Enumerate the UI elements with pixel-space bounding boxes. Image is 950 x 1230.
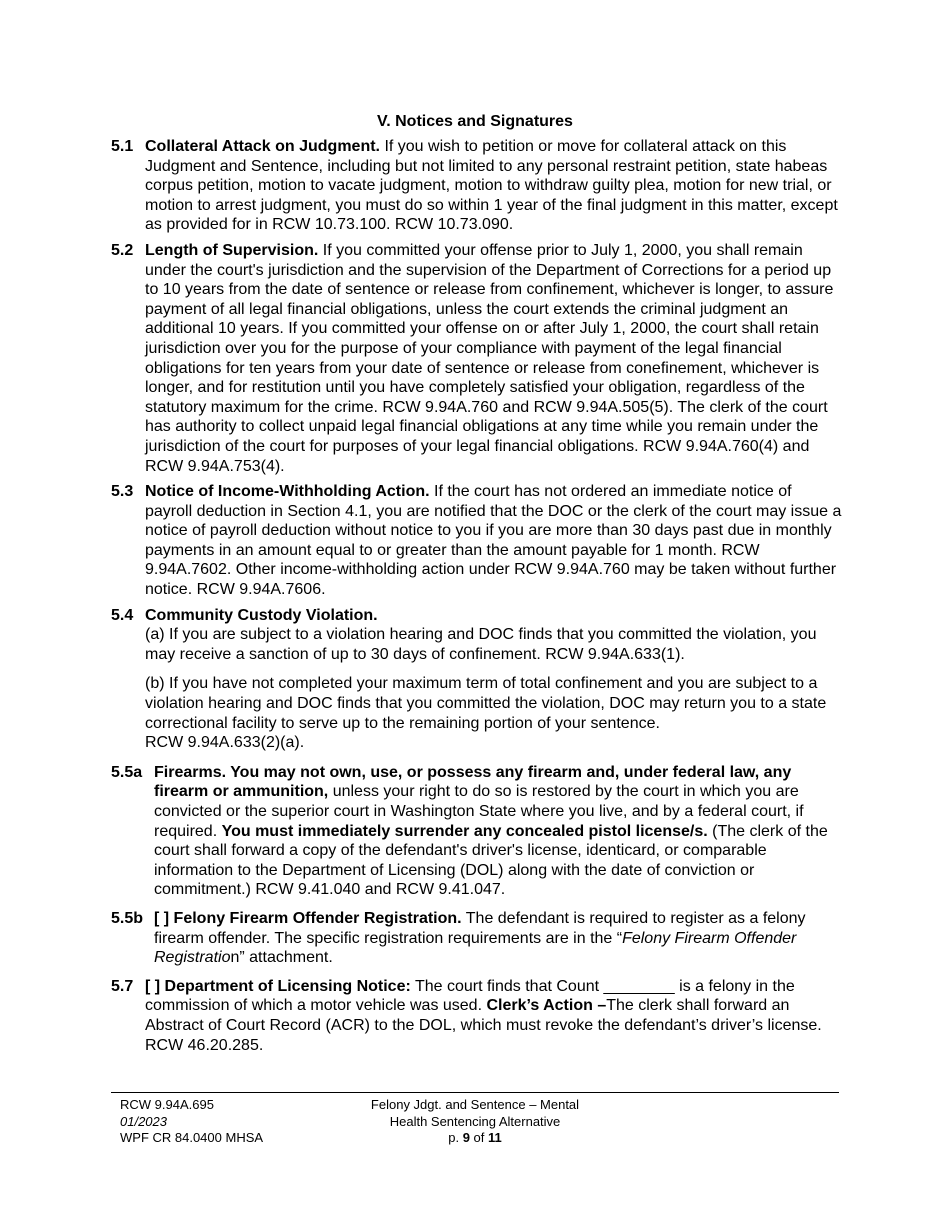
section-heading: Firearms. You may not own, use, or possess any firearm and, under federal law, any firearm or ammunition, xyxy=(154,763,792,801)
footer-left xyxy=(120,1097,263,1147)
page-prefix: p. xyxy=(448,1130,463,1145)
section-number: 5.4 xyxy=(111,606,134,624)
section-paragraph xyxy=(145,977,843,1055)
section-text: (The clerk of the court shall forward a copy of the defendant's driver's license, identicard, or comparable information to the Department of Licensing (DOL) along with the date of conviction or commitment.) RCW 9.41.040 and RCW 9.41.047. xyxy=(154,822,828,899)
section-text: The court finds that Count ________ is a felony in the commission of which a motor vehicle was used. xyxy=(145,977,795,1015)
section-5-1 xyxy=(111,137,843,235)
subsection-b-citation: RCW 9.94A.633(2)(a). xyxy=(145,734,305,752)
section-text: unless your right to do so is restored by the court in which you are convicted or the superior court in Washington State where you live, and by a federal court, if required. xyxy=(154,783,804,840)
section-number: 5.5b xyxy=(111,909,144,927)
section-heading: Notice of Income-Withholding Action. xyxy=(145,483,430,501)
section-bold-text: You must immediately surrender any concealed pistol license/s. xyxy=(221,822,708,840)
page-current: 9 xyxy=(462,1130,470,1145)
subsection-b xyxy=(145,674,843,752)
section-number: 5.1 xyxy=(111,138,134,155)
footer-divider xyxy=(111,1092,839,1093)
subsection-a: (a) If you are subject to a violation hearing and DOC finds that you committed the violation, you may receive a sanction of up to 30 days of confinement. RCW 9.94A.633(1). xyxy=(145,626,817,663)
section-italic-text: Felony Firearm Offender Registratio xyxy=(154,929,797,967)
footer-page-number xyxy=(325,1130,625,1147)
footer-doc-title-line2: Health Sentencing Alternative xyxy=(389,1113,561,1129)
section-5-4 xyxy=(111,606,843,753)
section-title: V. Notices and Signatures xyxy=(377,113,573,130)
section-text: If you wish to petition or move for collateral attack on this Judgment and Sentence, including but not limited to any personal restraint petition, state habeas corpus petition, motion to vacate judgment, motion to withdraw guilty plea, motion for new trial, or motion to arrest judgment, you must do so within 1 year of the final judgment in this matter, except as provided for in RCW 10.73.100. RCW 10.73.090. xyxy=(145,138,838,234)
section-heading: Collateral Attack on Judgment. xyxy=(145,138,380,155)
section-paragraph xyxy=(145,137,843,235)
section-heading: Length of Supervision. xyxy=(145,241,319,259)
section-text: The clerk shall forward an Abstract of Court Record (ACR) to the DOL, which must revoke the defendant’s driver’s license. RCW 46.20.285. xyxy=(145,997,822,1054)
section-number: 5.2 xyxy=(111,241,134,259)
section-heading: [ ] Department of Licensing Notice: xyxy=(145,977,411,995)
section-number: 5.3 xyxy=(111,483,134,501)
section-heading: Community Custody Violation. xyxy=(145,606,378,624)
section-text: If the court has not ordered an immediate notice of payroll deduction in Section 4.1, you are notified that the DOC or the clerk of the court may issue a notice of payroll deduction without notice to you if you are more than 30 days past due in monthly payments in an amount equal to or greater than the amount payable for 1 month. RCW 9.94A.7602. Other income-withholding action under RCW 9.94A.760 may be taken without further notice. RCW 9.94A.7606. xyxy=(145,483,842,599)
section-bold-text: Clerk’s Action – xyxy=(486,997,607,1015)
section-number: 5.7 xyxy=(111,977,134,995)
section-5-7 xyxy=(111,977,843,1055)
section-5-5a xyxy=(111,763,843,900)
section-5-3 xyxy=(111,482,843,600)
document-body xyxy=(111,137,843,1061)
section-text: The defendant is required to register as a felony firearm offender. The specific registration requirements are in the “ xyxy=(154,909,806,947)
section-number: 5.5a xyxy=(111,763,143,781)
footer-statute: RCW 9.94A.695 xyxy=(120,1097,214,1112)
subsection-b-text: (b) If you have not completed your maximum term of total confinement and you are subject to a violation hearing and DOC finds that you committed the violation, DOC may return you to a state correctional facility to serve up to the remaining portion of your sentence. xyxy=(145,675,827,732)
footer-doc-title-line1: Felony Jdgt. and Sentence – Mental xyxy=(370,1097,580,1112)
page-of: of xyxy=(469,1130,489,1145)
page-total: 11 xyxy=(488,1130,502,1145)
section-5-2 xyxy=(111,241,843,476)
section-text: n” attachment. xyxy=(230,949,333,967)
section-text: If you committed your offense prior to July 1, 2000, you shall remain under the court's jurisdiction and the supervision of the Department of Corrections for a period up to 10 years from the date of sentence or release from confinement, whichever is longer, to assure payment of all legal financial obligations, unless the court extends the criminal judgment an additional 10 years. If you committed your offense on or after July 1, 2000, the court shall retain jurisdiction over you for the purpose of your compliance with payment of the legal financial obligations for ten years from your date of sentence or release from conefinement, whichever is longer, and for restitution until you have completely satisfied your obligation, regardless of the statutory maximum for the crime. RCW 9.94A.760 and RCW 9.94A.505(5). The clerk of the court has authority to collect unpaid legal financial obligations at any time while you remain under the jurisdiction of the court for purposes of your legal financial obligations. RCW 9.94A.760(4) and RCW 9.94A.753(4). xyxy=(145,241,834,475)
section-paragraph xyxy=(145,482,843,600)
section-heading: [ ] Felony Firearm Offender Registration. xyxy=(154,909,462,927)
section-5-5b xyxy=(111,909,843,968)
footer-form-id: WPF CR 84.0400 MHSA xyxy=(120,1130,264,1145)
section-paragraph xyxy=(154,763,843,900)
section-paragraph xyxy=(145,241,843,476)
footer-center xyxy=(325,1097,625,1147)
section-paragraph xyxy=(154,909,843,968)
footer-date: 01/2023 xyxy=(120,1113,167,1129)
